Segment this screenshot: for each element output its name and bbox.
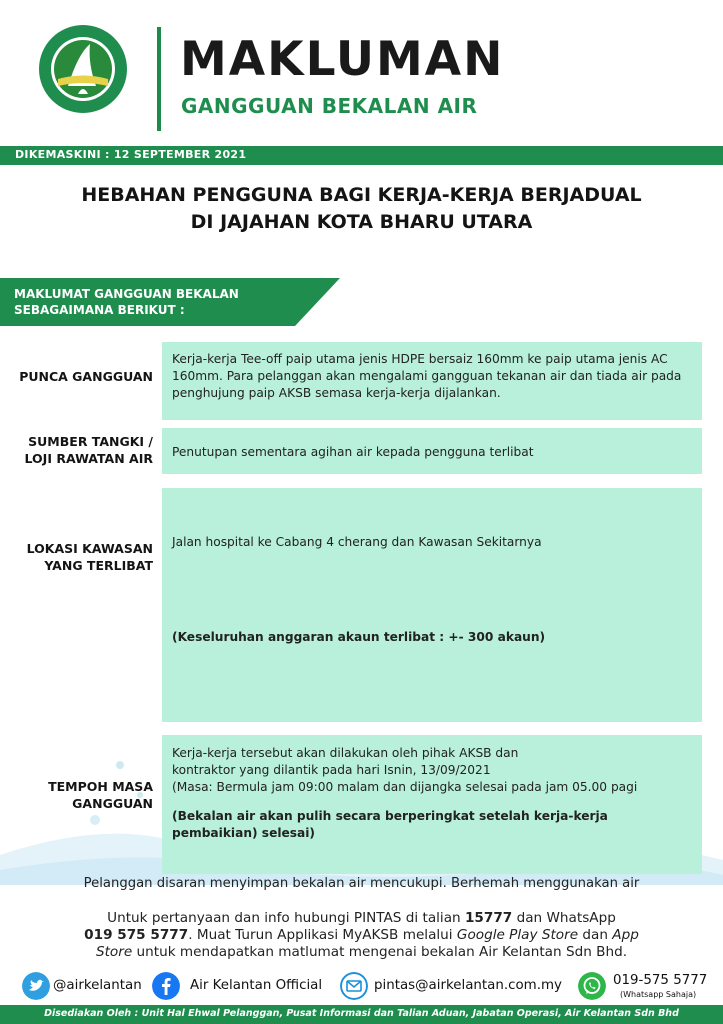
row-label-line: PUNCA GANGGUAN xyxy=(19,369,153,384)
twitter-icon[interactable] xyxy=(22,972,50,1000)
row-note: (Bekalan air akan pulih secara berperingkat setelah kerja-kerja pembaikian) selesai) xyxy=(172,809,608,840)
headline xyxy=(0,182,723,236)
app-store-text: Store xyxy=(95,944,133,960)
advice-text: Pelanggan disaran menyimpan bekalan air mencukupi. Berhemah menggunakan air xyxy=(83,876,640,891)
row-text: Jalan hospital ke Cabang 4 cherang dan Kawasan Sekitarnya xyxy=(172,535,542,549)
contact-text: Untuk pertanyaan dan info hubungi PINTAS di talian xyxy=(107,910,465,926)
facebook-page[interactable]: Air Kelantan Official xyxy=(190,978,323,993)
contact-text: dan WhatsApp xyxy=(512,910,616,926)
row-label-line: LOJI RAWATAN AIR xyxy=(24,451,153,466)
email-address[interactable]: pintas@airkelantan.com.my xyxy=(374,978,562,993)
contact-text: untuk mendapatkan matlumat mengenai bekalan Air Kelantan Sdn Bhd. xyxy=(132,944,628,960)
app-store-text: App xyxy=(612,927,639,943)
row-text-line-2: kontraktor yang dilantik pada hari Isnin, 13/09/2021 xyxy=(172,763,491,777)
whatsapp-number: 019 575 5777 xyxy=(84,927,189,943)
section-banner-text xyxy=(14,286,239,318)
row-label-lokasi xyxy=(27,540,153,574)
footer-credit: Disediakan Oleh : Unit Hal Ehwal Pelanggan, Pusat Informasi dan Talian Aduan, Jabatan Operasi, Air Kelantan Sdn Bhd xyxy=(44,1008,679,1019)
row-note: (Keseluruhan anggaran akaun terlibat : +- 300 akaun) xyxy=(172,630,546,644)
row-text: Penutupan sementara agihan air kepada pengguna terlibat xyxy=(172,445,534,459)
row-text: Kerja-kerja Tee-off paip utama jenis HDPE bersaiz 160mm ke paip utama jenis AC 160mm. Para pelanggan akan mengalami gangguan tekanan air dan tiada air pada penghujung paip AKSB semasa kerja-kerja dijalankan. xyxy=(172,352,682,400)
update-bar xyxy=(0,146,723,165)
headline-line-1: HEBAHAN PENGGUNA BAGI KERJA-KERJA BERJADUAL xyxy=(81,184,642,206)
row-label-line: YANG TERLIBAT xyxy=(44,558,153,573)
whatsapp-icon[interactable] xyxy=(578,972,606,1000)
row-box-lokasi xyxy=(162,488,702,722)
pintas-number: 15777 xyxy=(464,910,513,926)
row-box-tempoh xyxy=(162,735,702,874)
update-date: DIKEMASKINI : 12 SEPTEMBER 2021 xyxy=(15,148,247,161)
row-label-punca xyxy=(19,368,153,385)
row-box-sumber xyxy=(162,428,702,474)
row-label-sumber xyxy=(25,433,153,467)
row-label-line: SUMBER TANGKI / xyxy=(28,434,153,449)
whatsapp-number-social[interactable]: 019-575 5777 xyxy=(613,973,708,988)
footer-bar xyxy=(0,1005,723,1024)
page-title: MAKLUMAN xyxy=(180,32,505,87)
whatsapp-note: (Whatsapp Sahaja) xyxy=(620,990,697,999)
row-label-line: TEMPOH MASA xyxy=(48,779,153,794)
row-box-punca xyxy=(162,342,702,420)
email-icon[interactable] xyxy=(340,972,368,1000)
headline-line-2: DI JAJAHAN KOTA BHARU UTARA xyxy=(190,211,533,233)
page-subtitle: GANGGUAN BEKALAN AIR xyxy=(181,94,478,118)
air-kelantan-logo-icon xyxy=(38,24,128,114)
header-divider xyxy=(157,27,161,131)
row-label-tempoh xyxy=(48,778,153,812)
row-label-line: LOKASI KAWASAN xyxy=(26,541,153,556)
contact-info xyxy=(0,910,723,961)
section-banner-line-1: MAKLUMAT GANGGUAN BEKALAN xyxy=(14,287,239,301)
row-label-line: GANGGUAN xyxy=(72,796,153,811)
twitter-handle[interactable]: @airkelantan xyxy=(53,978,142,993)
social-bar xyxy=(0,968,723,1002)
header xyxy=(0,0,723,146)
contact-text: . Muat Turun Applikasi MyAKSB melalui xyxy=(188,927,457,943)
row-text-line-1: Kerja-kerja tersebut akan dilakukan oleh pihak AKSB dan xyxy=(172,746,519,760)
google-play-store-text: Google Play Store xyxy=(456,927,579,943)
row-text-line-3: (Masa: Bermula jam 09:00 malam dan dijangka selesai pada jam 05.00 pagi xyxy=(172,780,638,794)
facebook-icon[interactable] xyxy=(152,972,180,1000)
contact-text: dan xyxy=(578,927,613,943)
section-banner-line-2: SEBAGAIMANA BERIKUT : xyxy=(14,303,185,317)
